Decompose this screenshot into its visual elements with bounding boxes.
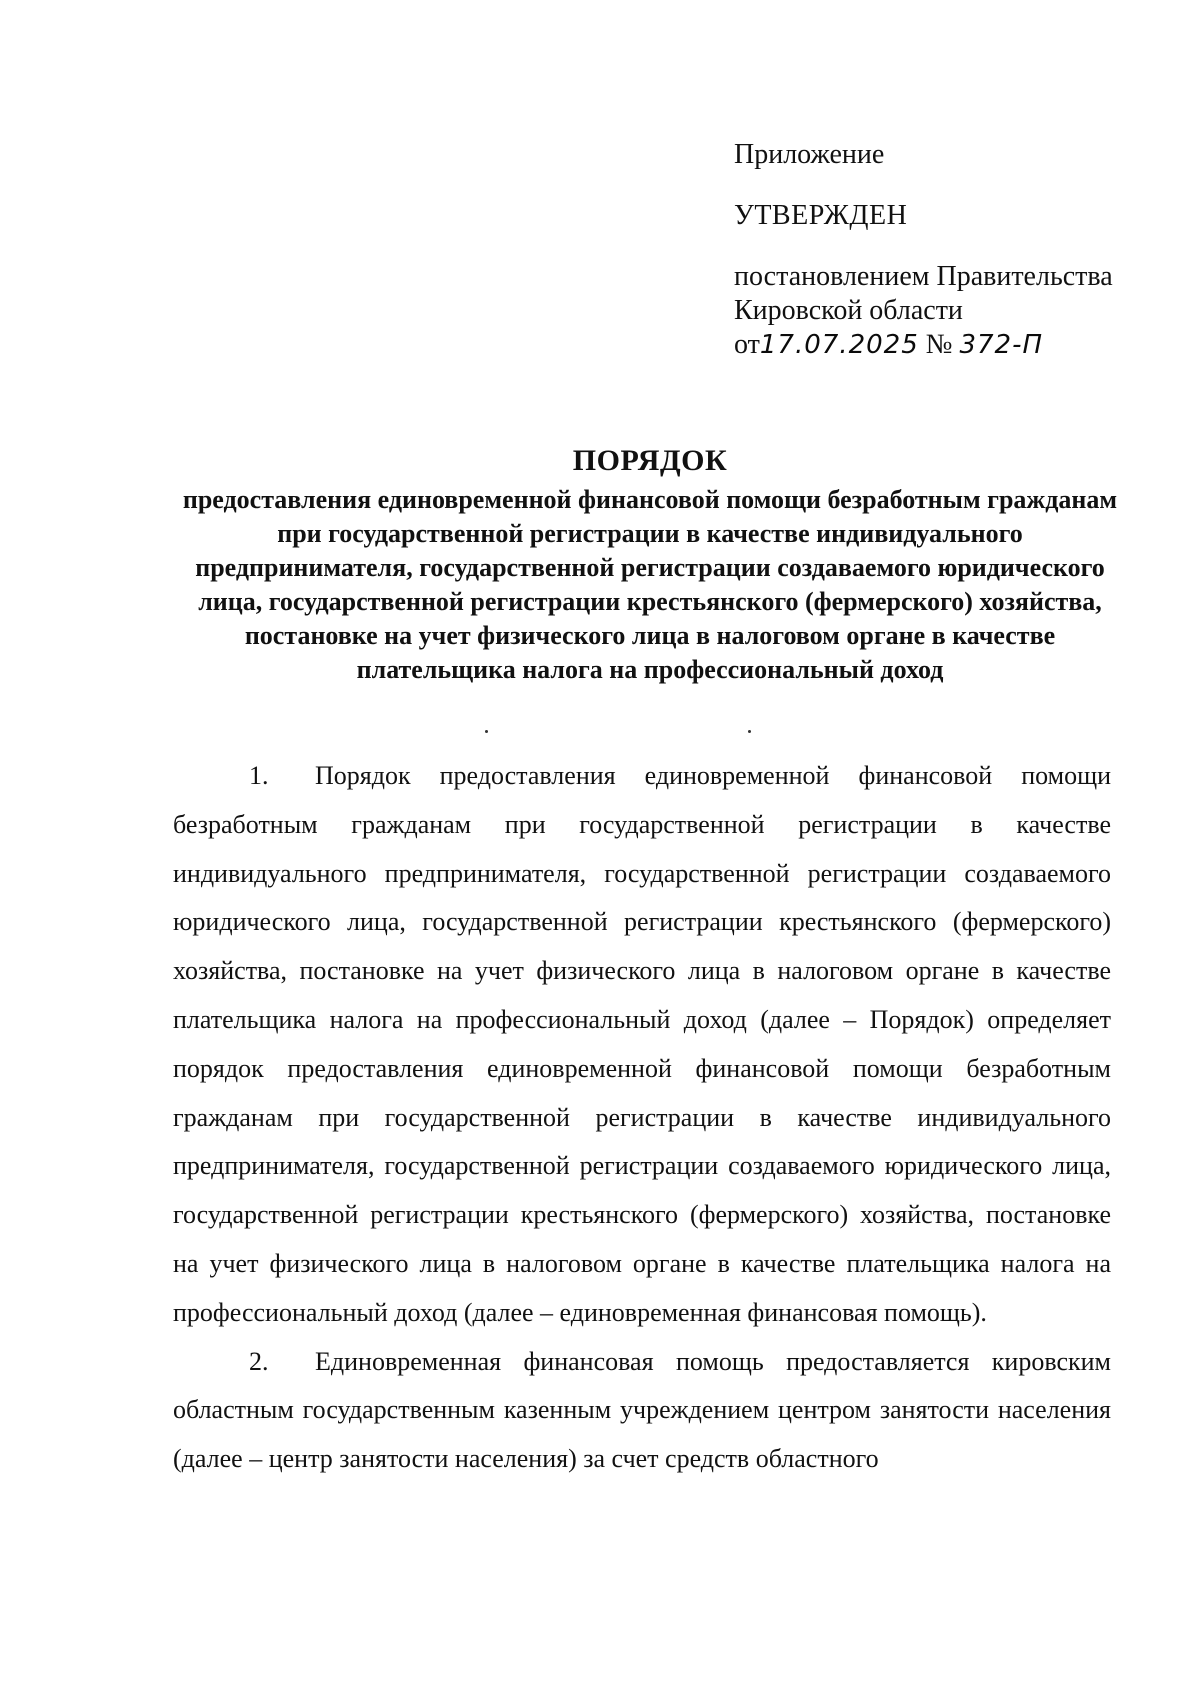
from-prefix: от	[734, 329, 760, 360]
document-title: ПОРЯДОК	[572, 444, 728, 477]
document-subtitle: предоставления единовременной финансовой помощи безработным гражданам при государственной регистрации в качестве индивидуального предпринимателя, государственной регистрации создаваемого юридического лица, государственной регистрации крестьянского (фермерского) хозяйства, постановке на учет физического лица в налоговом органе в качестве плательщика налога на профессиональный доход	[182, 485, 1118, 684]
number-sign: №	[925, 329, 953, 360]
paragraph-number: 1.	[249, 761, 269, 790]
document-body	[173, 752, 1111, 1484]
paragraph-text: Единовременная финансовая помощь предоставляется кировским областным государственным казенным учреждением центром занятости населения (далее – центр занятости населения) за счет средств областного	[173, 1346, 1111, 1474]
paragraph-number: 2.	[249, 1346, 269, 1376]
paragraph-1	[173, 752, 1111, 1338]
appendix-label: Приложение	[734, 139, 885, 170]
document-title-block	[170, 442, 1130, 687]
decree-line-1: постановлением Правительства	[734, 261, 1113, 292]
handwritten-date: 17.07.2025	[759, 330, 919, 360]
approval-block	[734, 138, 1154, 362]
scan-dot	[485, 730, 488, 733]
paragraph-text: Порядок предоставления единовременной финансовой помощи безработным гражданам при государственной регистрации в качестве индивидуального предпринимателя, государственной регистрации создаваемого юридического лица, государственной регистрации крестьянского (фермерского) хозяйства, постановке на учет физического лица в налоговом органе в качестве плательщика налога на профессиональный доход (далее – Порядок) определяет порядок предоставления единовременной финансовой помощи безработным гражданам при государственной регистрации в качестве индивидуального предпринимателя, государственной регистрации создаваемого юридического лица, государственной регистрации крестьянского (фермерского) хозяйства, постановке на учет физического лица в налоговом органе в качестве плательщика налога на профессиональный доход (далее – единовременная финансовая помощь).	[173, 761, 1111, 1327]
paragraph-2	[173, 1338, 1111, 1484]
scan-dot	[748, 730, 751, 733]
decree-line-2: Кировской области	[734, 295, 963, 326]
approved-label: УТВЕРЖДЕН	[734, 200, 908, 231]
handwritten-number: 372-П	[959, 330, 1044, 360]
decree-date-number	[734, 328, 1154, 362]
